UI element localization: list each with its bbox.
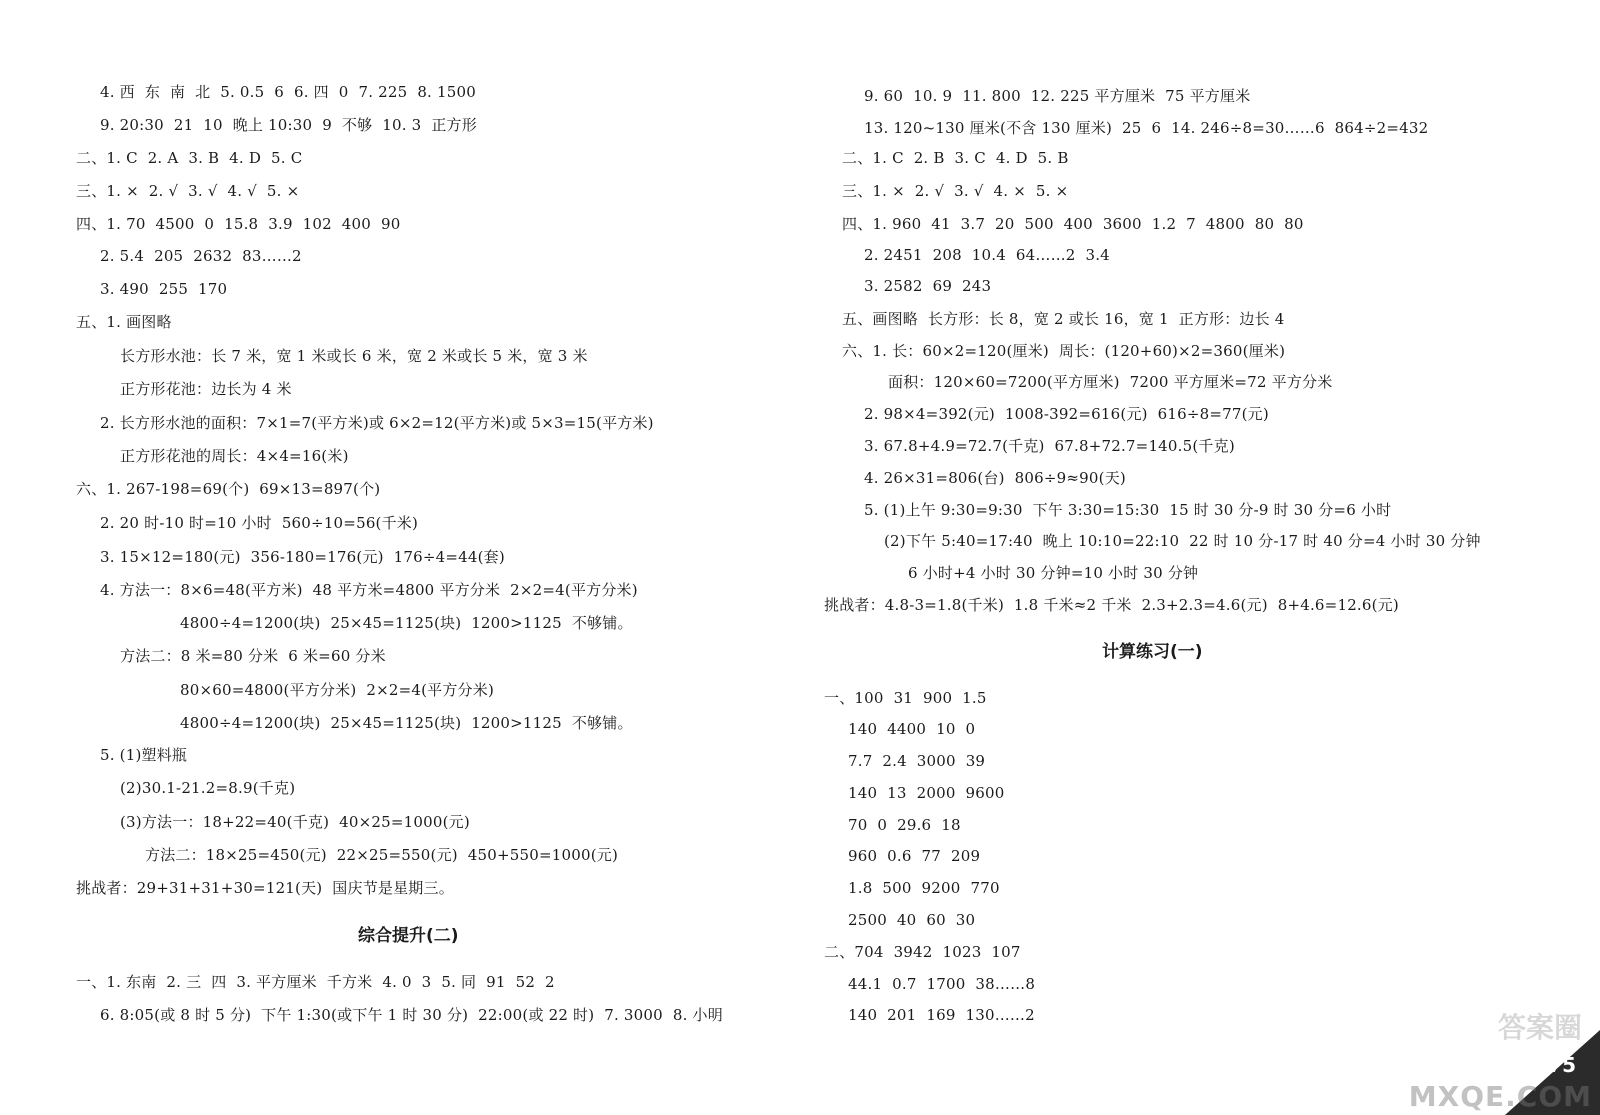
answer-line: 960 0.6 77 209 (848, 847, 981, 865)
section-title: 综合提升(二) (358, 926, 459, 946)
right-column (800, 0, 1600, 1115)
answer-line: (2)下午 5:40=17:40 晚上 10:10=22:10 22 时 10 分-17 时 40 分=4 小时 30 分钟 (884, 532, 1481, 550)
answer-line: 4. 方法一：8×6=48(平方米) 48 平方米=4800 平方分米 2×2=4(平方分米) (100, 581, 638, 599)
answer-line: 5. (1)上午 9:30=9:30 下午 3:30=15:30 15 时 30 分-9 时 30 分=6 小时 (864, 501, 1392, 519)
answer-line: 2. 长方形水池的面积：7×1=7(平方米)或 6×2=12(平方米)或 5×3=15(平方米) (100, 414, 654, 432)
answer-line: 2. 98×4=392(元) 1008-392=616(元) 616÷8=77(元) (864, 405, 1269, 423)
answer-line: 正方形花池：边长为 4 米 (120, 380, 292, 398)
answer-line: 4800÷4=1200(块) 25×45=1125(块) 1200>1125 不够铺。 (180, 714, 633, 732)
answer-line: 挑战者：4.8-3=1.8(千米) 1.8 千米≈2 千米 2.3+2.3=4.6(元) 8+4.6=12.6(元) (824, 596, 1399, 614)
answer-line: 面积：120×60=7200(平方厘米) 7200 平方厘米=72 平方分米 (888, 373, 1333, 391)
answer-line: 13. 120~130 厘米(不含 130 厘米) 25 6 14. 246÷8=30……6 864÷2=432 (864, 119, 1429, 137)
answer-line: 六、1. 267-198=69(个) 69×13=897(个) (76, 480, 381, 498)
answer-line: 二、1. C 2. B 3. C 4. D 5. B (842, 149, 1069, 167)
answer-line: 3. 15×12=180(元) 356-180=176(元) 176÷4=44(套) (100, 548, 505, 566)
answer-line: 9. 20:30 21 10 晚上 10:30 9 不够 10. 3 正方形 (100, 116, 477, 134)
answer-line: 70 0 29.6 18 (848, 816, 961, 834)
answer-line: 五、画图略 长方形：长 8，宽 2 或长 16，宽 1 正方形：边长 4 (842, 310, 1285, 328)
answer-line: 140 4400 10 0 (848, 720, 976, 738)
answer-line: 挑战者：29+31+31+30=121(天) 国庆节是星期三。 (76, 879, 454, 897)
answer-line: 一、100 31 900 1.5 (824, 689, 987, 707)
answer-line: 44.1 0.7 1700 38……8 (848, 975, 1036, 993)
answer-line: 6. 8:05(或 8 时 5 分) 下午 1:30(或下午 1 时 30 分) 22:00(或 22 时) 7. 3000 8. 小明 (100, 1006, 723, 1024)
answer-line: 五、1. 画图略 (76, 313, 172, 331)
page-number: 75 (1548, 1053, 1576, 1077)
answer-line: 7.7 2.4 3000 39 (848, 752, 986, 770)
answer-line: 3. 2582 69 243 (864, 277, 992, 295)
answer-line: 5. (1)塑料瓶 (100, 746, 188, 764)
answer-line: 1.8 500 9200 770 (848, 879, 1000, 897)
answer-line: 方法二：18×25=450(元) 22×25=550(元) 450+550=1000(元) (145, 846, 619, 864)
watermark-url: MXQE.COM (1408, 1080, 1592, 1113)
answer-line: 四、1. 960 41 3.7 20 500 400 3600 1.2 7 4800 80 80 (842, 215, 1304, 233)
answer-line: 2500 40 60 30 (848, 911, 976, 929)
answer-line: 2. 20 时-10 时=10 小时 560÷10=56(千米) (100, 514, 419, 532)
answer-line: 80×60=4800(平方分米) 2×2=4(平方分米) (180, 681, 494, 699)
answer-line: 3. 67.8+4.9=72.7(千克) 67.8+72.7=140.5(千克) (864, 437, 1235, 455)
answer-line: 140 201 169 130……2 (848, 1006, 1035, 1024)
answer-line: 4. 26×31=806(台) 806÷9≈90(天) (864, 469, 1126, 487)
answer-line: 4. 西 东 南 北 5. 0.5 6 6. 四 0 7. 225 8. 1500 (100, 83, 476, 101)
answer-line: 正方形花池的周长：4×4=16(米) (120, 447, 349, 465)
answer-line: 三、1. × 2. √ 3. √ 4. √ 5. × (76, 182, 300, 200)
answer-line: (2)30.1-21.2=8.9(千克) (120, 779, 296, 797)
answer-line: 二、1. C 2. A 3. B 4. D 5. C (76, 149, 303, 167)
answer-line: 六、1. 长：60×2=120(厘米) 周长：(120+60)×2=360(厘米) (842, 342, 1286, 360)
section-title: 计算练习(一) (1102, 642, 1203, 662)
answer-line: 长方形水池：长 7 米，宽 1 米或长 6 米，宽 2 米或长 5 米，宽 3 米 (120, 347, 588, 365)
answer-line: 2. 5.4 205 2632 83……2 (100, 247, 302, 265)
answer-line: 2. 2451 208 10.4 64……2 3.4 (864, 246, 1110, 264)
answer-line: 一、1. 东南 2. 三 四 3. 平方厘米 千方米 4. 0 3 5. 同 91 52 2 (76, 973, 555, 991)
watermark-logo: 答案圈 (1497, 1011, 1582, 1044)
answer-line: 方法二：8 米=80 分米 6 米=60 分米 (120, 647, 386, 665)
answer-line: 二、704 3942 1023 107 (824, 943, 1021, 961)
answer-line: (3)方法一：18+22=40(千克) 40×25=1000(元) (120, 813, 470, 831)
answer-line: 4800÷4=1200(块) 25×45=1125(块) 1200>1125 不够铺。 (180, 614, 633, 632)
watermark (1408, 1000, 1600, 1115)
answer-line: 6 小时+4 小时 30 分钟=10 小时 30 分钟 (908, 564, 1199, 582)
answer-line: 四、1. 70 4500 0 15.8 3.9 102 400 90 (76, 215, 401, 233)
answer-line: 9. 60 10. 9 11. 800 12. 225 平方厘米 75 平方厘米 (864, 87, 1251, 105)
answer-line: 140 13 2000 9600 (848, 784, 1005, 802)
answer-line: 3. 490 255 170 (100, 280, 228, 298)
answer-line: 三、1. × 2. √ 3. √ 4. × 5. × (842, 182, 1069, 200)
